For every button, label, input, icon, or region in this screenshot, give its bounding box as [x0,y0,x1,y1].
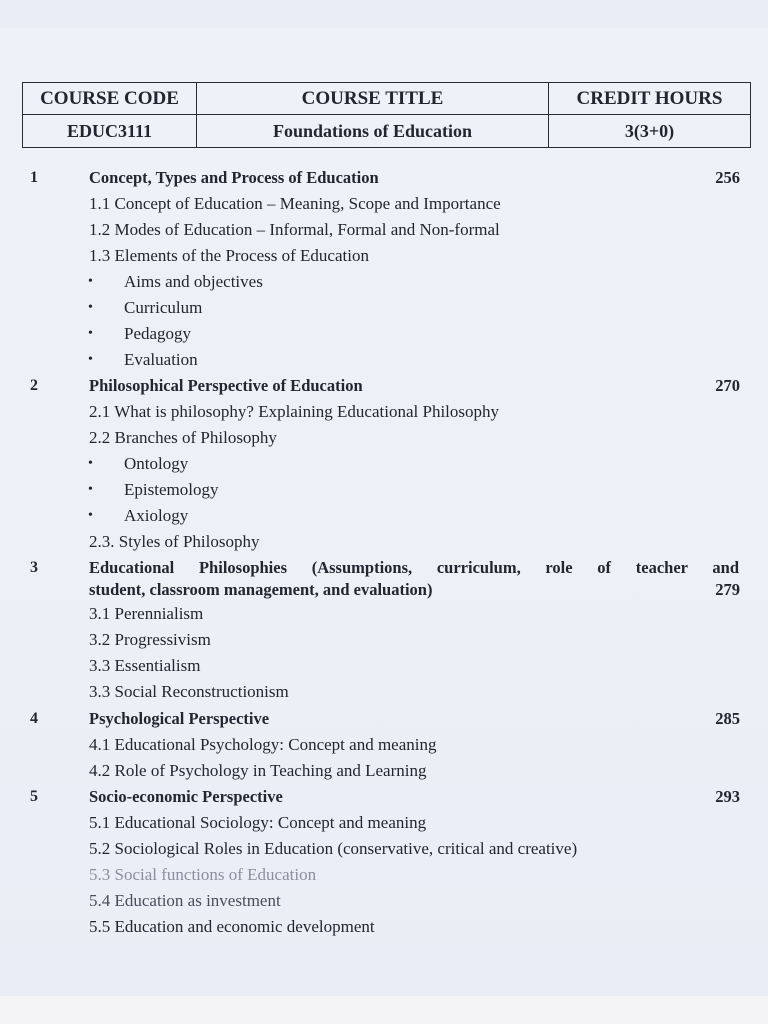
unit-page-number: 270 [715,376,740,395]
subsection: 3.2 Progressivism [89,630,211,649]
bullet-icon: • [88,352,93,367]
bullet-item: Pedagogy [124,324,192,343]
bullet-item: Epistemology [124,480,219,499]
subsection: 3.3 Essentialism [89,656,201,675]
bullet-item: Axiology [124,506,189,525]
bullet-item: Curriculum [124,298,203,317]
unit-page-number: 279 [715,580,740,599]
subsection: 4.1 Educational Psychology: Concept and meaning [89,735,437,754]
table-header-row [23,83,751,115]
bullet-icon: • [88,326,93,341]
bullet-item: Evaluation [124,350,198,369]
scan-margin [0,996,768,1024]
bullet-icon: • [88,274,93,289]
unit-page-number: 293 [715,787,740,806]
unit-page-number: 285 [715,709,740,728]
bullet-icon: • [88,482,93,497]
subsection: 5.5 Education and economic development [89,917,375,936]
bullet-item: Ontology [124,454,189,473]
header-course-title: COURSE TITLE [197,83,549,115]
subsection: 1.1 Concept of Education – Meaning, Scope and Importance [89,194,501,213]
subsection: 2.2 Branches of Philosophy [89,428,277,447]
unit-title: Concept, Types and Process of Education [89,168,379,187]
unit-title: Socio-economic Perspective [89,787,283,806]
subsection: 1.3 Elements of the Process of Education [89,246,369,265]
header-credit-hours: CREDIT HOURS [549,83,751,115]
unit-number: 4 [30,710,38,727]
unit-number: 5 [30,788,38,805]
subsection: 1.2 Modes of Education – Informal, Formal and Non-formal [89,220,500,239]
header-course-code: COURSE CODE [23,83,197,115]
unit-page-number: 256 [715,168,740,187]
subsection: 5.3 Social functions of Education [89,865,317,884]
subsection: 5.4 Education as investment [89,891,281,910]
unit-title-line-1: Educational Philosophies (Assumptions, curriculum, role of teacher and [89,558,739,577]
subsection: 2.1 What is philosophy? Explaining Educational Philosophy [89,402,500,421]
subsection: 3.1 Perennialism [89,604,204,623]
bullet-item: Aims and objectives [124,272,263,291]
credit-hours-value: 3(3+0) [549,115,751,148]
bullet-icon: • [88,300,93,315]
unit-number: 3 [30,559,38,576]
course-code-value: EDUC3111 [23,115,197,148]
subsection: 3.3 Social Reconstructionism [89,682,289,701]
unit-title: Psychological Perspective [89,709,270,728]
unit-number: 2 [30,377,38,394]
unit-title: Philosophical Perspective of Education [89,376,363,395]
unit-title-line-2: student, classroom management, and evaluation) [89,580,433,599]
bullet-icon: • [88,456,93,471]
subsection: 5.1 Educational Sociology: Concept and meaning [89,813,427,832]
unit-number: 1 [30,169,38,186]
subsection: 4.2 Role of Psychology in Teaching and Learning [89,761,427,780]
course-title-value: Foundations of Education [197,115,549,148]
subsection: 5.2 Sociological Roles in Education (conservative, critical and creative) [89,839,578,858]
bullet-icon: • [88,508,93,523]
course-info-table [22,82,751,148]
subsection: 2.3. Styles of Philosophy [89,532,260,551]
table-row [23,115,751,148]
